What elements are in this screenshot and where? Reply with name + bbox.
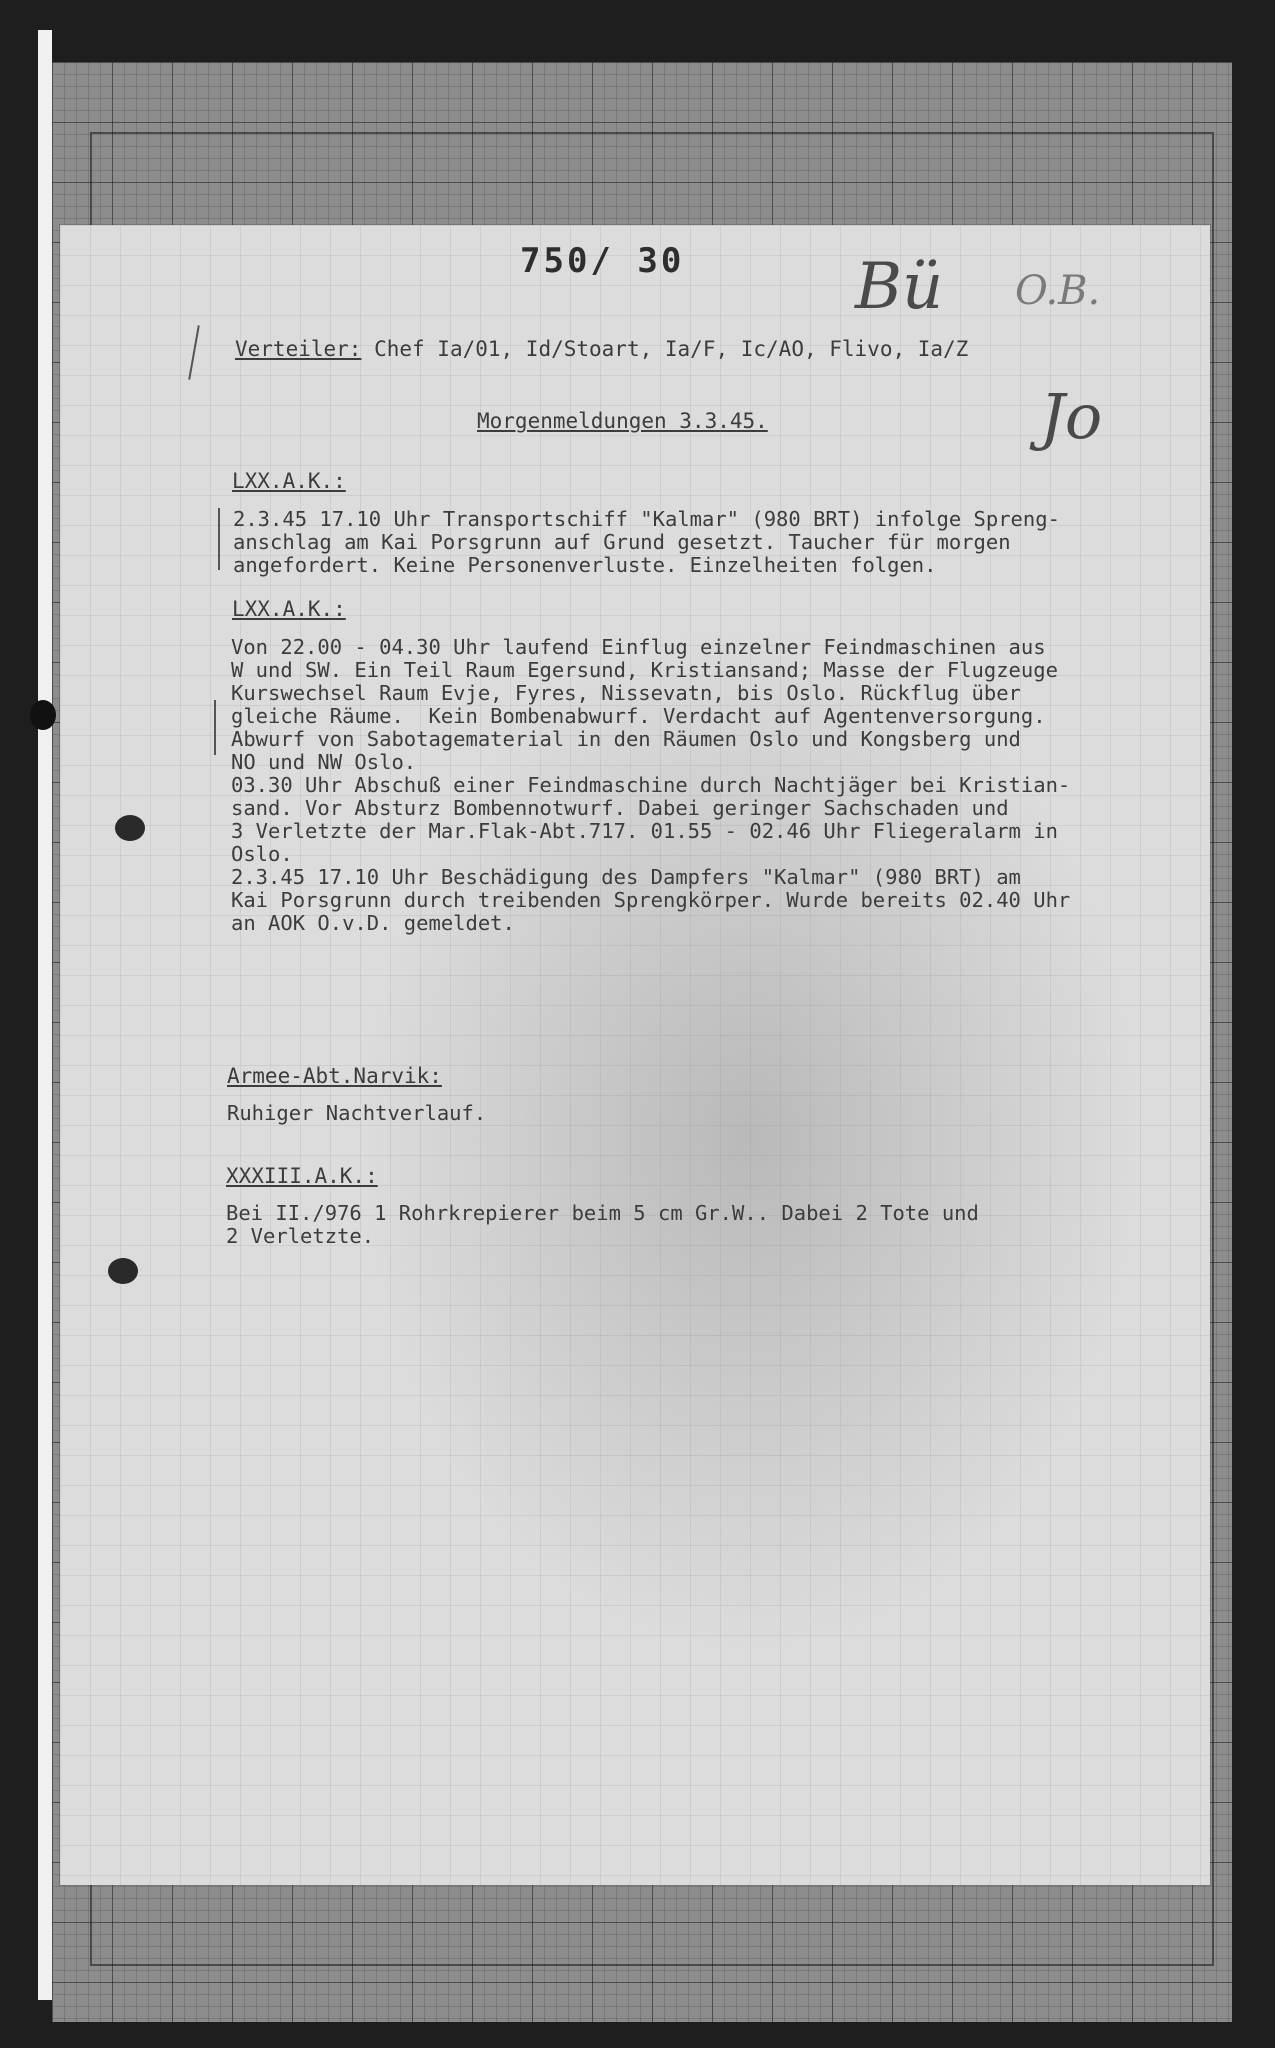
text-line: W und SW. Ein Teil Raum Egersund, Kristiansand; Masse der Flugzeuge [231, 658, 1058, 682]
text-line: Von 22.00 - 04.30 Uhr laufend Einflug einzelner Feindmaschinen aus [231, 635, 1046, 659]
text-line: gleiche Räume. Kein Bombenabwurf. Verdacht auf Agentenversorgung. [231, 704, 1046, 728]
section-body [231, 636, 1070, 935]
margin-stroke [218, 508, 220, 570]
text-line: 2.3.45 17.10 Uhr Transportschiff "Kalmar" (980 BRT) infolge Spreng- [233, 507, 1060, 531]
section-heading: LXX.A.K.: [232, 469, 346, 493]
handwritten-note: O.B. [1015, 268, 1101, 314]
section-heading: LXX.A.K.: [232, 597, 346, 621]
text-line: Kai Porsgrunn durch treibenden Sprengkörper. Wurde bereits 02.40 Uhr [231, 888, 1071, 912]
handwritten-signature: Jo [1040, 380, 1103, 453]
punch-hole-lower [108, 1258, 138, 1284]
punch-hole-upper [115, 815, 145, 841]
handwritten-initials: Bü [855, 250, 944, 324]
text-line: an AOK O.v.D. gemeldet. [231, 911, 515, 935]
distribution-label: Verteiler: [235, 337, 362, 361]
text-line: 2.3.45 17.10 Uhr Beschädigung des Dampfers "Kalmar" (980 BRT) am [231, 865, 1021, 889]
text-line: angefordert. Keine Personenverluste. Einzelheiten folgen. [233, 553, 937, 577]
text-line: 3 Verletzte der Mar.Flak-Abt.717. 01.55 - 02.46 Uhr Fliegeralarm in [231, 819, 1058, 843]
text-line: sand. Vor Absturz Bombennotwurf. Dabei geringer Sachschaden und [231, 796, 1009, 820]
text-line: Ruhiger Nachtverlauf. [227, 1101, 487, 1125]
section-heading: Armee-Abt.Narvik: [227, 1064, 442, 1088]
film-edge [38, 30, 52, 2000]
text-line: Bei II./976 1 Rohrkrepierer beim 5 cm Gr.W.. Dabei 2 Tote und [226, 1201, 979, 1225]
section-body [226, 1202, 979, 1248]
text-line: 2 Verletzte. [226, 1224, 375, 1248]
margin-stroke [214, 700, 216, 755]
text-line: Kurswechsel Raum Evje, Fyres, Nissevatn, bis Oslo. Rückflug über [231, 681, 1021, 705]
distribution-recipients: Chef Ia/01, Id/Stoart, Ia/F, Ic/AO, Flivo, Ia/Z [374, 337, 969, 361]
section-body [233, 508, 1060, 577]
text-line: 03.30 Uhr Abschuß einer Feindmaschine durch Nachtjäger bei Kristian- [231, 773, 1071, 797]
report-title: Morgenmeldungen 3.3.45. [477, 409, 768, 433]
section-heading: XXXIII.A.K.: [226, 1164, 378, 1188]
text-line: Abwurf von Sabotagematerial in den Räumen Oslo und Kongsberg und [231, 727, 1021, 751]
text-line: NO und NW Oslo. [231, 750, 417, 774]
binder-notch [30, 700, 56, 730]
distribution-line [235, 338, 968, 361]
section-body [227, 1102, 486, 1125]
text-line: anschlag am Kai Porsgrunn auf Grund gesetzt. Taucher für morgen [233, 530, 1011, 554]
document-number: 750/ 30 [520, 241, 685, 281]
text-line: Oslo. [231, 842, 293, 866]
